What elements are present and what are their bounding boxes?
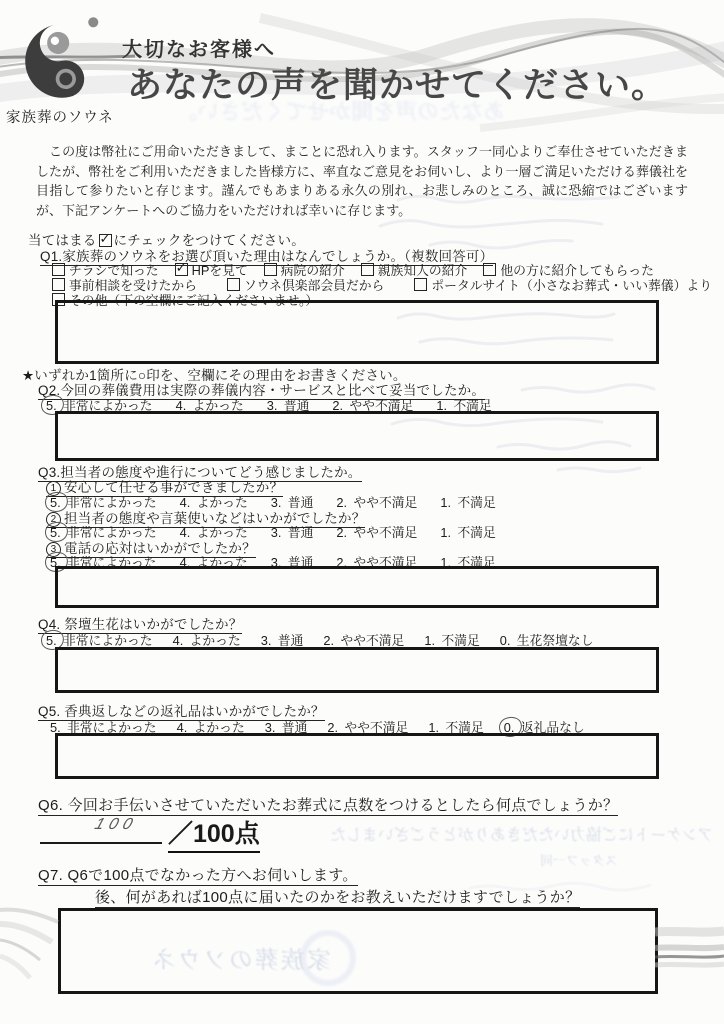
q1-option-portal-site[interactable] — [414, 275, 712, 294]
option-number[interactable]: 5. — [50, 555, 63, 570]
checkbox-label: 事前相談を受けたから — [69, 278, 197, 293]
circled-number-icon: 3 — [46, 542, 61, 557]
option-label: 普通 — [287, 525, 314, 540]
q4-label: Q4. 祭壇生花はいかがでしたか？ — [38, 617, 243, 632]
title-bleedthrough: あなたの声を聞かせてください。 — [175, 99, 506, 124]
option-number[interactable]: 3. — [260, 633, 272, 648]
option-number[interactable]: 1. — [440, 555, 452, 570]
option-label: 不満足 — [457, 555, 496, 570]
option-label: 生花祭壇なし — [516, 633, 594, 648]
header-greeting: 大切なお客様へ — [122, 39, 276, 61]
q1-free-response-box[interactable] — [55, 300, 659, 364]
star-note: ★いずれか1箇所に○印を、空欄にその理由をお書きください。 — [22, 368, 407, 383]
option-number[interactable]: 1. — [428, 720, 440, 735]
q7-free-response-box[interactable] — [58, 908, 658, 994]
option-number[interactable]: 3. — [270, 495, 282, 510]
sone-logo — [16, 13, 108, 107]
option-number[interactable]: 4. — [176, 720, 188, 735]
circled-number-icon: 2 — [46, 512, 61, 527]
option-number[interactable]: 2. — [336, 495, 348, 510]
q7-label-line2: 後、何があれば100点に届いたのかをお教えいただけますでしょうか？ — [95, 889, 581, 906]
circled-number-icon: 1 — [46, 481, 61, 496]
option-number[interactable]: 2. — [323, 633, 335, 648]
option-label: 普通 — [281, 720, 308, 735]
option-label: よかった — [196, 525, 248, 540]
option-label: 普通 — [287, 555, 314, 570]
option-label: よかった — [196, 555, 248, 570]
bottom-bleedthrough-brand: 家族葬のソウネ — [150, 947, 331, 974]
option-number[interactable]: 4. — [179, 555, 191, 570]
option-number[interactable]: 1. — [440, 525, 452, 540]
checkbox-label: 親族知人の紹介 — [377, 263, 468, 278]
q3-label: Q3.担当者の態度や進行についてどう感じましたか。 — [38, 465, 362, 480]
option-number[interactable]: 5. — [46, 633, 59, 648]
q3-sub2-label: 2 担当者の態度や言葉使いなどはいかがでしたか？ — [46, 507, 365, 528]
checkbox-label: 病院の紹介 — [280, 263, 345, 278]
option-number[interactable]: 1. — [440, 495, 452, 510]
option-number[interactable]: 2. — [336, 525, 348, 540]
option-label: やや不満足 — [353, 555, 418, 570]
q6-handwritten-score[interactable]: 100 — [92, 816, 140, 833]
option-number[interactable]: 2. — [336, 555, 348, 570]
option-number[interactable]: 5. — [50, 720, 61, 735]
brand-name: 家族葬のソウネ — [6, 110, 114, 126]
option-number[interactable]: 4. — [179, 495, 191, 510]
option-number[interactable]: 2. — [332, 398, 344, 413]
option-label: やや不満足 — [353, 495, 418, 510]
option-label: 不満足 — [457, 495, 496, 510]
bottom-right-swirl — [655, 918, 724, 980]
checkbox-label: その他（下の空欄にご記入くださいませ。） — [69, 293, 319, 308]
checkbox[interactable] — [414, 278, 427, 291]
q2-free-response-box[interactable] — [55, 411, 659, 461]
q6-label: Q6. 今回お手伝いさせていただいたお葬式に点数をつけるとしたら何点でしょうか？ — [38, 797, 619, 814]
option-number[interactable]: 3. — [270, 525, 282, 540]
option-label: よかった — [192, 398, 244, 413]
q3-sub2-option-1[interactable] — [440, 522, 495, 541]
q6-bleedthrough-thanks: アンケートにご協力いただきありがとうございました — [330, 827, 714, 844]
option-label: よかった — [189, 633, 241, 648]
q6-denominator: ／100点 — [168, 814, 260, 853]
option-label: やや不満足 — [344, 720, 409, 735]
intro-paragraph: この度は幣社にご用命いただきまして、まことに恐れ入ります。スタッフ一同心よりご奉仕させていただきましたが、幣社をご利用いただきました皆様方に、率直なご意見をお伺いし、より一層ご満足いただける葬儀社を目指して参りたいと存じます。謹んでもあまりある永久の別れ、お悲しみのところ、誠に恐縮ではございますが、下記アンケートへのご協力をいただければ幸いに存じます。 — [36, 144, 688, 218]
option-number[interactable]: 1. — [424, 633, 436, 648]
q2-label: Q2.今回の葬儀費用は実際の葬儀内容・サービスと比べて妥当でしたか。 — [38, 383, 486, 398]
option-number[interactable]: 5. — [46, 398, 59, 413]
option-number[interactable]: 5. — [50, 525, 63, 540]
option-label: やや不満足 — [353, 525, 418, 540]
option-label: 非常によかった — [67, 720, 157, 735]
option-number[interactable]: 2. — [327, 720, 339, 735]
q3-sub1-option-1[interactable] — [440, 492, 495, 511]
q6-bleedthrough-staff: スタッフ一同 — [540, 853, 619, 868]
instruction-text-prefix: 当てはまる — [28, 233, 97, 248]
option-number[interactable]: 1. — [436, 398, 448, 413]
q7-label: Q7. Q6で100点でなかった方へお伺いします。 — [38, 867, 358, 884]
option-number[interactable]: 0. — [499, 633, 511, 648]
option-label: よかった — [196, 495, 248, 510]
option-label: 非常によかった — [67, 555, 157, 570]
q3-sub2-option-2[interactable] — [336, 522, 417, 541]
option-number[interactable]: 3. — [264, 720, 276, 735]
q5-free-response-box[interactable] — [55, 733, 659, 779]
option-label: よかった — [193, 720, 245, 735]
option-label: 普通 — [283, 398, 310, 413]
checkbox-label: チラシで知った — [69, 263, 159, 278]
q1-label: Q1.家族葬のソウネをお選び頂いた理由はなんでしょうか。（複数回答可） — [40, 249, 494, 264]
option-label: やや不満足 — [349, 398, 414, 413]
option-number[interactable]: 5. — [50, 495, 63, 510]
checkbox-label: 他の方に紹介してもらった — [500, 263, 654, 278]
option-label: 非常によかった — [63, 633, 153, 648]
option-label: 非常によかった — [63, 398, 153, 413]
instruction-text-suffix: にチェックをつけてください。 — [113, 233, 305, 248]
q4-free-response-box[interactable] — [55, 647, 659, 693]
option-label: 非常によかった — [67, 525, 157, 540]
option-number[interactable]: 4. — [172, 633, 184, 648]
bottom-bleedthrough-logo — [300, 930, 356, 986]
option-number[interactable]: 3. — [266, 398, 278, 413]
q3-sub3-label: 3 電話の応対はいかがでしたか？ — [46, 537, 256, 558]
option-label: 不満足 — [445, 720, 484, 735]
option-label: 不満足 — [453, 398, 492, 413]
checkbox-label: HPを見て — [191, 263, 248, 278]
option-label: 返礼品なし — [520, 720, 585, 735]
option-number[interactable]: 4. — [179, 525, 191, 540]
option-number[interactable]: 0. — [504, 720, 517, 735]
q3-sub2-option-3[interactable] — [271, 522, 314, 541]
page-title: あなたの声を聞かせてください。 — [127, 66, 668, 105]
checkbox-label: ポータルサイト（小さなお葬式・いい葬儀）より — [431, 278, 712, 293]
option-number[interactable]: 4. — [175, 398, 187, 413]
q5-label: Q5. 香典返しなどの返礼品はいかがでしたか？ — [38, 704, 325, 719]
option-label: 非常によかった — [67, 495, 157, 510]
checkbox-label: ソウネ倶楽部会員だから — [243, 278, 385, 293]
option-label: 普通 — [287, 495, 314, 510]
option-number[interactable]: 3. — [270, 555, 282, 570]
option-label: 不満足 — [441, 633, 480, 648]
q3-free-response-box[interactable] — [55, 566, 659, 608]
option-label: やや不満足 — [340, 633, 405, 648]
q3-sub1-label: 1 安心して任せる事ができましたか？ — [46, 476, 283, 497]
option-label: 不満足 — [457, 525, 496, 540]
option-label: 普通 — [277, 633, 304, 648]
bottom-left-swirl — [0, 890, 60, 990]
q6-score-blank-line[interactable] — [40, 842, 162, 844]
q6-score-area — [40, 812, 340, 857]
